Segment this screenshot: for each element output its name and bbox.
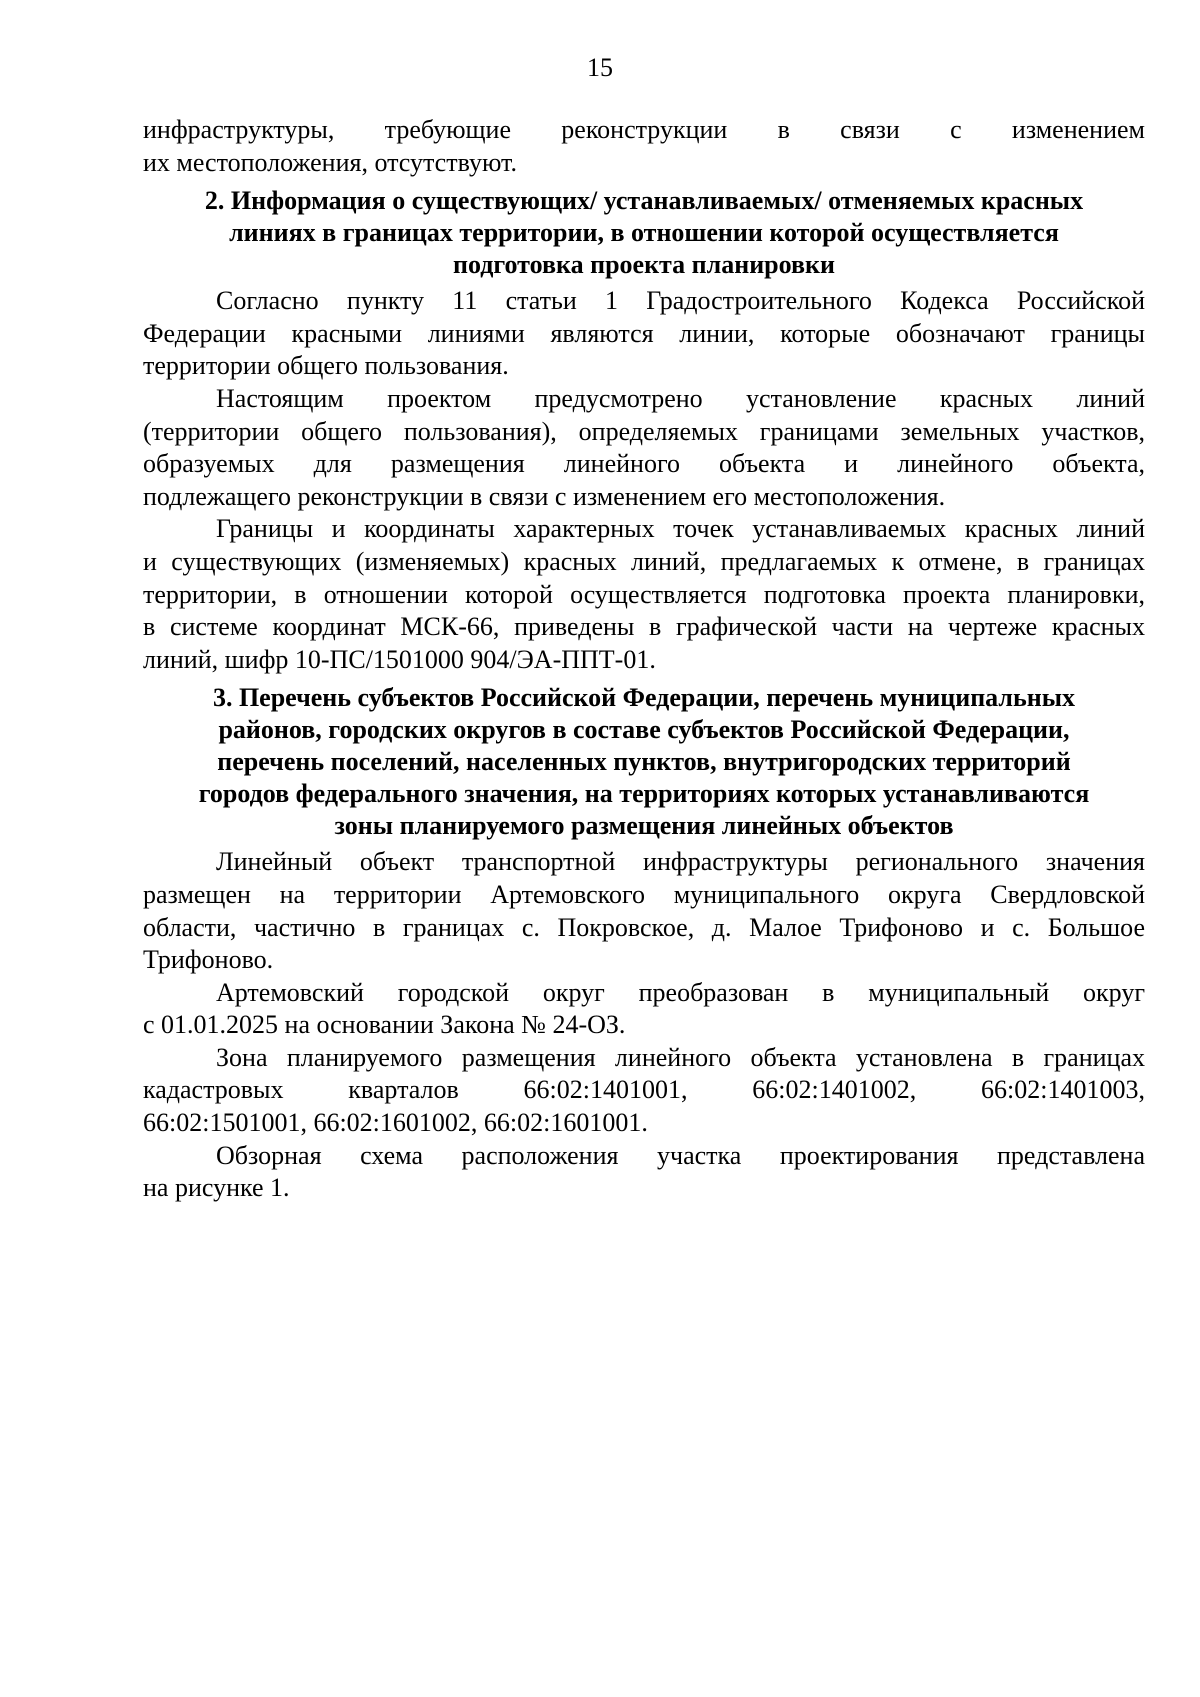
section-2-heading [143,185,1145,281]
heading-line: районов, городских округов в составе субъектов Российской Федерации, [218,715,1070,745]
paragraph-line: Границы и координаты характерных точек устанавливаемых красных линий [216,514,1145,544]
heading-line: городов федерального значения, на территориях которых устанавливаются [198,779,1090,809]
paragraph-line: на рисунке 1. [143,1173,290,1203]
paragraph-line: 66:02:1501001, 66:02:1601002, 66:02:1601001. [143,1108,648,1138]
intro-paragraph [143,114,1145,179]
paragraph-line: подлежащего реконструкции в связи с изменением его местоположения. [143,481,946,511]
paragraph-line: Федерации красными линиями являются линии, которые обозначают границы [143,318,1145,348]
paragraph-line: кадастровых кварталов 66:02:1401001, 66:02:1401002, 66:02:1401003, [143,1075,1145,1105]
section-2-paragraph-2 [143,383,1145,513]
heading-line: зоны планируемого размещения линейных объектов [334,811,954,841]
document-body [143,114,1145,1205]
paragraph-line: и существующих (изменяемых) красных линий, предлагаемых к отмене, в границах [143,546,1145,576]
paragraph-line: размещен на территории Артемовского муниципального округа Свердловской [143,879,1145,909]
section-2-paragraph-3 [143,513,1145,676]
page-number: 15 [587,53,613,82]
paragraph-line: Настоящим проектом предусмотрено установление красных линий [216,383,1145,413]
section-3-paragraph-3 [143,1042,1145,1140]
paragraph-line: с 01.01.2025 на основании Закона № 24-ОЗ. [143,1010,626,1040]
paragraph-line: линий, шифр 10-ПС/1501000 904/ЭА-ППТ-01. [143,644,656,674]
paragraph-line: образуемых для размещения линейного объекта и линейного объекта, [143,449,1145,479]
intro-line: инфраструктуры, требующие реконструкции в связи с изменением [143,115,1145,144]
paragraph-line: территории, в отношении которой осуществляется подготовка проекта планировки, [143,579,1145,609]
section-2-paragraph-1 [143,285,1145,383]
intro-line: их местоположения, отсутствуют. [143,147,517,177]
paragraph-line: территории общего пользования. [143,351,509,381]
paragraph-line: (территории общего пользования), определяемых границами земельных участков, [143,416,1145,446]
paragraph-line: Линейный объект транспортной инфраструктуры регионального значения [216,847,1145,877]
heading-line: 2. Информация о существующих/ устанавливаемых/ отменяемых красных [204,186,1084,216]
section-3-paragraph-2 [143,977,1145,1042]
section-3-paragraph-1 [143,846,1145,976]
paragraph-line: Зона планируемого размещения линейного объекта установлена в границах [216,1042,1145,1072]
section-3-paragraph-4 [143,1140,1145,1205]
paragraph-line: Согласно пункту 11 статьи 1 Градостроительного Кодекса Российской [216,286,1145,316]
paragraph-line: Трифоново. [143,945,274,975]
paragraph-line: Обзорная схема расположения участка проектирования представлена [216,1140,1145,1170]
section-3-heading [143,682,1145,842]
heading-line: 3. Перечень субъектов Российской Федерации, перечень муниципальных [212,683,1076,713]
heading-line: линиях в границах территории, в отношении которой осуществляется [229,218,1059,248]
heading-line: перечень поселений, населенных пунктов, внутригородских территорий [217,747,1071,777]
heading-line: подготовка проекта планировки [452,250,835,280]
paragraph-line: области, частично в границах с. Покровское, д. Малое Трифоново и с. Большое [143,912,1145,942]
paragraph-line: в системе координат МСК-66, приведены в графической части на чертеже красных [143,612,1145,642]
paragraph-line: Артемовский городской округ преобразован в муниципальный округ [216,977,1145,1007]
